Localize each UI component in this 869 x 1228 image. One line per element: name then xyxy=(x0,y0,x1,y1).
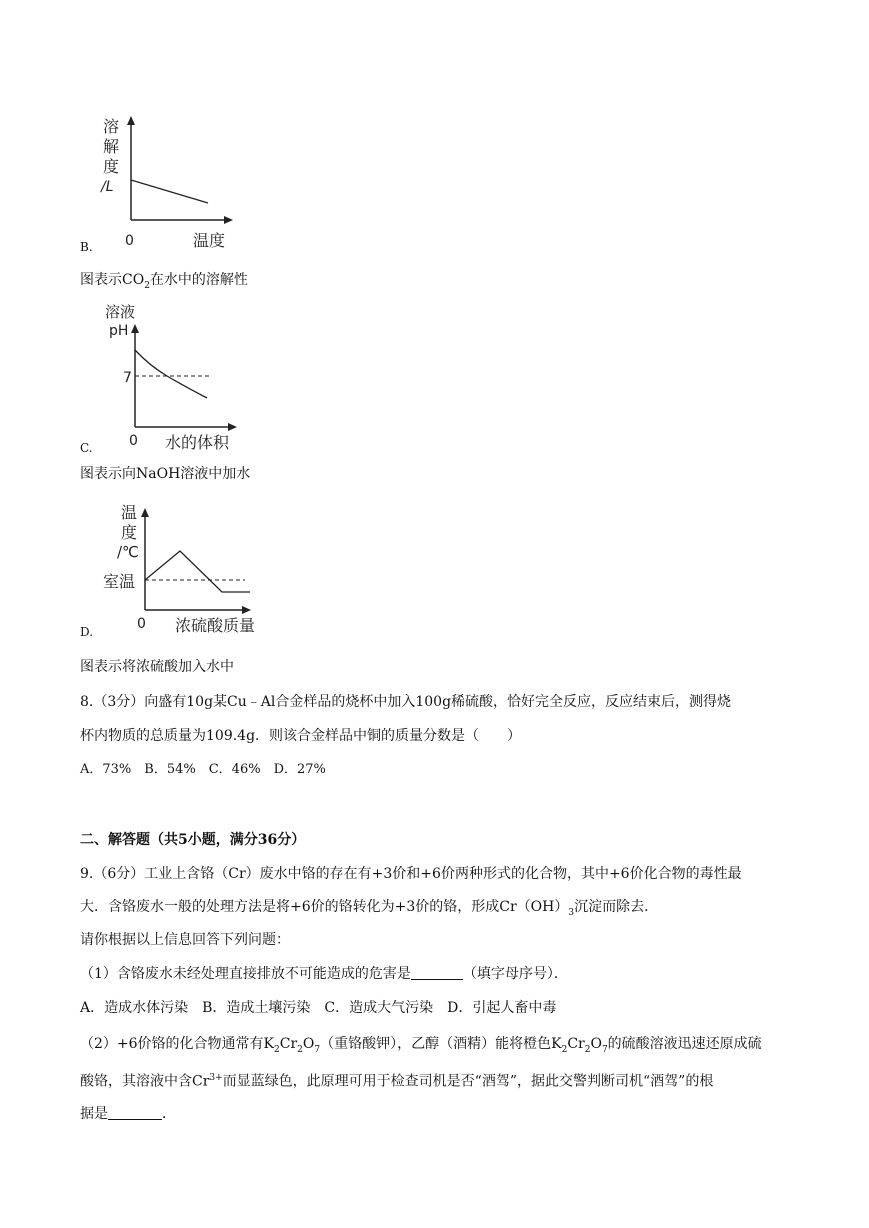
x-origin: 0 xyxy=(137,616,146,632)
y-label-line-2: pH xyxy=(109,323,129,339)
solubility-line xyxy=(131,180,208,203)
y-unit: /L xyxy=(101,179,114,195)
y-label-char-2: 度 xyxy=(121,523,138,542)
ref-label: 室温 xyxy=(103,572,136,591)
question-9-part-2-line-2: 酸铬，其溶液中含$Cr^{3+}$而显蓝绿色，此原理可用于检查司机是否“酒驾”，据此交警判断司机“酒驾”的根 xyxy=(80,1073,714,1090)
caption-b: 图表示$CO_2$在水中的溶解性 xyxy=(80,272,248,291)
caption-c: 图表示向NaOH溶液中加水 xyxy=(80,466,251,482)
caption-d: 图表示将浓硫酸加入水中 xyxy=(80,659,234,675)
figure-c-ph-graph xyxy=(95,302,265,454)
ph-curve xyxy=(135,350,207,398)
question-9-prompt: 请你根据以上信息回答下列问题： xyxy=(80,932,290,948)
x-axis-arrow xyxy=(242,606,251,614)
y-label-char-1: 溶 xyxy=(103,117,120,136)
question-9-part-2-line-3: 据是 ． xyxy=(80,1106,176,1122)
question-8-line-1: 8.（3分）向盛有10g某Cu﹣Al合金样品的烧杯中加入100g稀硫酸，恰好完全反应，反应结束后，测得烧 xyxy=(80,694,732,710)
temperature-curve xyxy=(145,551,250,592)
y-label-line-1: 溶液 xyxy=(105,303,136,321)
y-axis-arrow xyxy=(127,116,135,125)
y-unit: /℃ xyxy=(117,543,139,561)
question-9-line-2: 大．含铬废水一般的处理方法是将+6价的铬转化为+3价的铬，形成$Cr(OH)_3$沉淀而除去． xyxy=(80,899,659,918)
question-9-line-1: 9.（6分）工业上含铬（Cr）废水中铬的存在有+3价和+6价两种形式的化合物，其中+6价化合物的毒性最 xyxy=(80,866,742,882)
x-origin: 0 xyxy=(125,233,134,249)
answer-blank-1[interactable] xyxy=(411,965,463,980)
figure-b-solubility-graph xyxy=(95,112,265,252)
option-c-letter: C. xyxy=(80,441,93,455)
x-axis-arrow xyxy=(224,216,233,224)
x-label: 浓硫酸质量 xyxy=(175,616,256,635)
y-label-char-3: 度 xyxy=(103,157,120,176)
x-origin: 0 xyxy=(129,433,138,449)
y-label-char-2: 解 xyxy=(103,137,120,156)
answer-blank-2[interactable] xyxy=(108,1105,162,1120)
figure-d-temperature-graph xyxy=(95,500,270,640)
question-8-line-2: 杯内物质的总质量为109.4g．则该合金样品中铜的质量分数是（ ） xyxy=(80,728,522,744)
x-axis-arrow xyxy=(228,423,237,431)
y-label-char-1: 温 xyxy=(121,503,138,522)
option-d-letter: D. xyxy=(80,625,94,639)
question-9-part-1-options: A．造成水体污染 B．造成土壤污染 C．造成大气污染 D．引起人畜中毒 xyxy=(80,1000,557,1016)
option-b-letter: B. xyxy=(80,240,93,254)
question-8-options: A．73% B．54% C．46% D．27% xyxy=(80,762,326,777)
x-label: 水的体积 xyxy=(165,433,230,452)
x-label: 温度 xyxy=(193,231,226,250)
y-axis-arrow xyxy=(141,508,149,517)
question-9-part-1: （1）含铬废水未经处理直接排放不可能造成的危害是 （填字母序号）． xyxy=(80,966,568,982)
y-axis-arrow xyxy=(131,324,139,333)
ref-value-label: 7 xyxy=(123,370,132,386)
question-9-part-2-line-1: （2）+6价铬的化合物通常有$K_2Cr_2O_7$（重铬酸钾），乙醇（酒精）能将橙色$K_2Cr_2O_7$的硫酸溶液迅速还原成硫 xyxy=(80,1036,762,1055)
section-2-title: 二、解答题（共5小题，满分36分） xyxy=(80,832,306,848)
